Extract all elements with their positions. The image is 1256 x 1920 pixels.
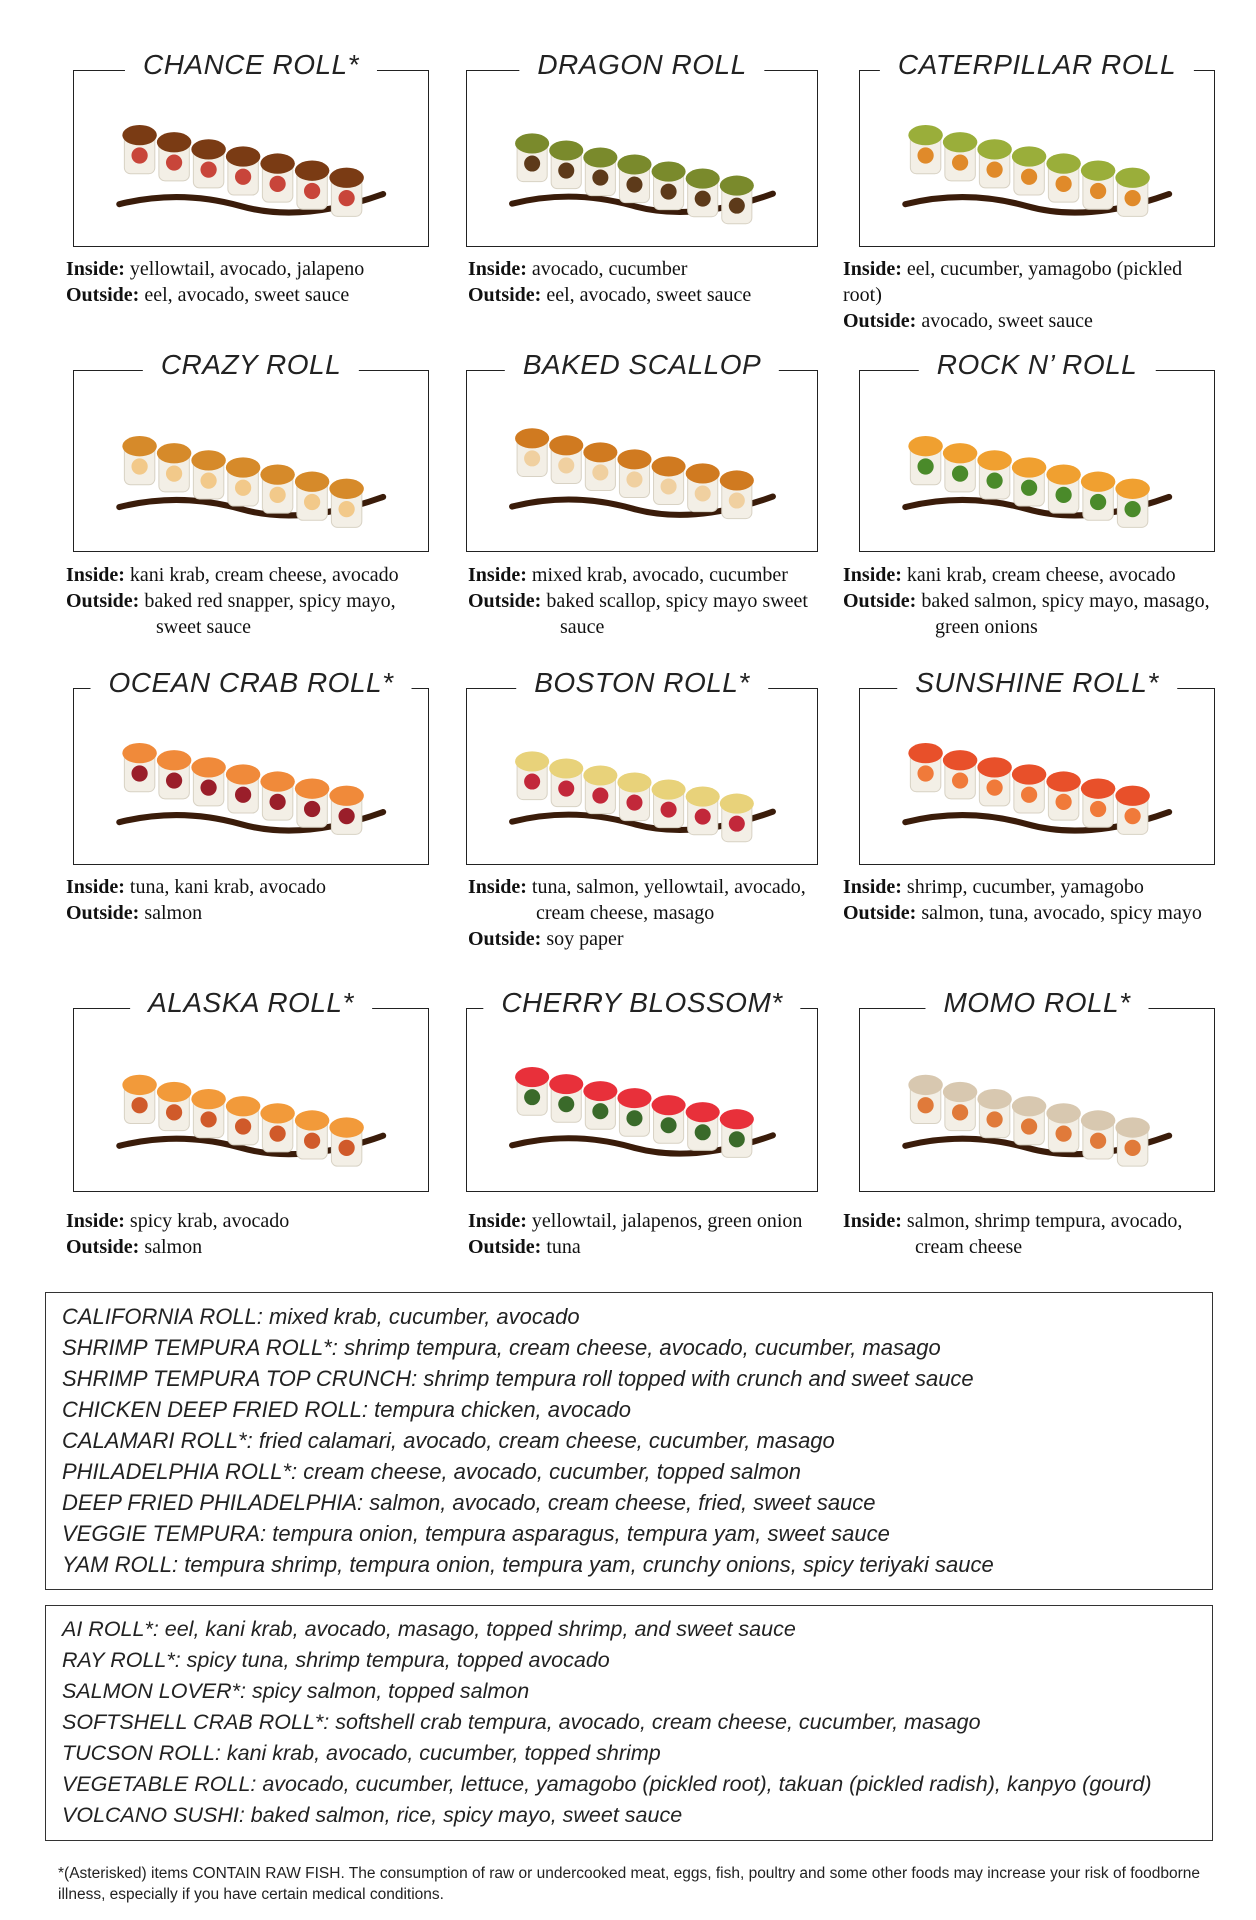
sushi-roll-photo [885, 92, 1189, 225]
sushi-piece [549, 1074, 583, 1122]
raw-fish-disclaimer: *(Asterisked) items CONTAIN RAW FISH. The consumption of raw or undercooked meat, eggs, fish, poultry and some other foods may increase your risk of foodborne illness, especially if you have certain medical conditions. [58, 1865, 1201, 1903]
roll-description [843, 256, 1223, 334]
sushi-piece [583, 765, 617, 813]
sushi-piece [617, 154, 651, 202]
inside-ingredients: eel, cucumber, yamagobo (pickled root) [843, 258, 1183, 306]
roll-title: CATERPILLAR ROLL [880, 47, 1194, 83]
sushi-piece [329, 1117, 364, 1166]
outside-label: Outside: [468, 1236, 542, 1258]
roll-photo-frame [73, 49, 429, 247]
roll-description [66, 874, 436, 926]
roll-title: CHANCE ROLL* [125, 47, 377, 83]
menu-line: VOLCANO SUSHI: baked salmon, rice, spicy mayo, sweet sauce [62, 1803, 683, 1827]
roll-description [66, 1208, 436, 1260]
sushi-piece [1115, 168, 1150, 217]
outside-label: Outside: [468, 928, 542, 950]
outside-label: Outside: [468, 284, 542, 306]
sushi-piece [685, 787, 719, 835]
inside-ingredients: kani krab, cream cheese, avocado [129, 564, 399, 586]
sushi-piece [583, 442, 617, 490]
roll-description [468, 562, 838, 640]
outside-ingredients: baked red snapper, spicy mayo, sweet sauce [144, 590, 396, 638]
sushi-piece [1012, 764, 1047, 813]
inside-label: Inside: [468, 1210, 527, 1232]
outside-label: Outside: [468, 590, 542, 612]
roll-description [843, 1208, 1223, 1260]
outside-label: Outside: [843, 902, 917, 924]
sushi-piece [1046, 464, 1081, 513]
sushi-piece [943, 1082, 978, 1131]
sushi-piece [515, 428, 549, 476]
sushi-piece [157, 443, 192, 492]
outside-line [843, 308, 1223, 334]
inside-ingredients: mixed krab, avocado, cucumber [531, 564, 788, 586]
classic-rolls-box [45, 1292, 1213, 1590]
menu-line: SHRIMP TEMPURA ROLL*: shrimp tempura, cream cheese, avocado, cucumber, masago [62, 1335, 941, 1360]
sushi-roll-photo [492, 393, 793, 530]
inside-line [468, 562, 838, 588]
sushi-piece [685, 1102, 719, 1150]
inside-ingredients: spicy krab, avocado [129, 1210, 290, 1232]
outside-line [468, 1234, 838, 1260]
outside-line [66, 588, 436, 640]
sushi-piece [1081, 1110, 1116, 1159]
outside-ingredients: avocado, sweet sauce [921, 310, 1093, 332]
inside-ingredients: tuna, salmon, yellowtail, avocado, cream cheese, masago [531, 876, 806, 924]
roll-description [843, 874, 1223, 926]
sushi-piece [122, 125, 157, 174]
sushi-piece [329, 786, 364, 835]
inside-ingredients: avocado, cucumber [531, 258, 688, 280]
sushi-piece [191, 450, 226, 499]
sushi-piece [685, 169, 719, 217]
sushi-piece [515, 751, 549, 799]
sushi-piece [977, 139, 1012, 188]
sushi-piece [157, 132, 192, 181]
sushi-roll-photo [885, 1031, 1189, 1169]
inside-line [66, 256, 436, 282]
sushi-piece [1012, 457, 1047, 506]
roll-title: CHERRY BLOSSOM* [483, 985, 800, 1021]
inside-ingredients: yellowtail, avocado, jalapeno [129, 258, 365, 280]
sushi-piece [1115, 786, 1150, 835]
sushi-piece [651, 780, 685, 828]
sushi-piece [908, 436, 943, 485]
inside-line [468, 1208, 838, 1234]
sushi-piece [719, 470, 753, 518]
roll-title: MOMO ROLL* [925, 985, 1148, 1021]
sushi-piece [977, 757, 1012, 806]
outside-ingredients: eel, avocado, sweet sauce [144, 284, 350, 306]
menu-line: PHILADELPHIA ROLL*: cream cheese, avocado, cucumber, topped salmon [62, 1459, 802, 1484]
menu-line: TUCSON ROLL: kani krab, avocado, cucumber, topped shrimp [62, 1741, 661, 1765]
sushi-piece [329, 478, 364, 527]
sushi-piece [549, 140, 583, 188]
sushi-piece [685, 463, 719, 511]
menu-line: VEGGIE TEMPURA: tempura onion, tempura asparagus, tempura yam, sweet sauce [62, 1521, 890, 1546]
sushi-roll-photo [885, 393, 1189, 530]
outside-label: Outside: [843, 310, 917, 332]
roll-title: OCEAN CRAB ROLL* [91, 665, 412, 701]
roll-title: ROCK N’ ROLL [919, 347, 1156, 383]
roll-title: SUNSHINE ROLL* [897, 665, 1177, 701]
roll-description [843, 562, 1223, 640]
sushi-piece [1046, 153, 1081, 202]
roll-title: DRAGON ROLL [519, 47, 764, 83]
sushi-piece [1081, 161, 1116, 210]
sushi-piece [908, 1075, 943, 1124]
sushi-piece [260, 464, 295, 513]
sushi-piece [1046, 771, 1081, 820]
inside-line [66, 1208, 436, 1234]
outside-line [66, 282, 436, 308]
roll-description [468, 256, 838, 308]
menu-line: AI ROLL*: eel, kani krab, avocado, masago, topped shrimp, and sweet sauce [62, 1617, 796, 1641]
sushi-piece [1115, 478, 1150, 527]
inside-ingredients: yellowtail, jalapenos, green onion [531, 1210, 803, 1232]
inside-label: Inside: [468, 876, 527, 898]
sushi-piece [295, 1110, 330, 1159]
roll-description [66, 256, 436, 308]
roll-photo-frame [466, 987, 818, 1192]
inside-label: Inside: [468, 258, 527, 280]
outside-line [468, 282, 838, 308]
sushi-piece [295, 779, 330, 828]
sushi-piece [157, 1082, 192, 1131]
menu-line: CALAMARI ROLL*: fried calamari, avocado, cream cheese, cucumber, masago [62, 1428, 835, 1453]
special-rolls-box [45, 1605, 1213, 1841]
outside-label: Outside: [843, 590, 917, 612]
sushi-piece [157, 750, 192, 799]
roll-photo-frame [859, 987, 1215, 1192]
outside-line [843, 588, 1223, 640]
sushi-piece [226, 1096, 261, 1145]
inside-label: Inside: [66, 1210, 125, 1232]
sushi-roll-photo [492, 1031, 793, 1169]
sushi-piece [651, 456, 685, 504]
sushi-roll-photo [99, 1031, 403, 1169]
inside-label: Inside: [66, 876, 125, 898]
menu-line: DEEP FRIED PHILADELPHIA: salmon, avocado, cream cheese, fried, sweet sauce [62, 1490, 876, 1515]
outside-label: Outside: [66, 284, 140, 306]
outside-ingredients: soy paper [546, 928, 624, 950]
roll-photo-frame [73, 987, 429, 1192]
inside-ingredients: kani krab, cream cheese, avocado [906, 564, 1176, 586]
sushi-piece [1081, 471, 1116, 520]
outside-line [468, 588, 838, 640]
outside-ingredients: salmon, tuna, avocado, spicy mayo [921, 902, 1202, 924]
outside-ingredients: baked scallop, spicy mayo sweet sauce [546, 590, 808, 638]
roll-photo-frame [466, 667, 818, 865]
sushi-piece [122, 743, 157, 792]
inside-label: Inside: [66, 258, 125, 280]
sushi-piece [617, 449, 651, 497]
sushi-piece [191, 139, 226, 188]
sushi-piece [122, 1075, 157, 1124]
sushi-piece [260, 771, 295, 820]
sushi-piece [191, 757, 226, 806]
sushi-roll-photo [99, 92, 403, 225]
roll-title: BOSTON ROLL* [516, 665, 768, 701]
menu-line: SHRIMP TEMPURA TOP CRUNCH: shrimp tempura roll topped with crunch and sweet sauce [62, 1366, 974, 1391]
sushi-piece [583, 1081, 617, 1129]
inside-ingredients: tuna, kani krab, avocado [129, 876, 326, 898]
inside-label: Inside: [843, 1210, 902, 1232]
sushi-piece [617, 772, 651, 820]
inside-line [66, 874, 436, 900]
sushi-piece [1046, 1103, 1081, 1152]
sushi-piece [719, 176, 753, 224]
roll-photo-frame [73, 667, 429, 865]
sushi-piece [226, 146, 261, 195]
roll-photo-frame [859, 667, 1215, 865]
sushi-roll-photo [492, 710, 793, 843]
outside-ingredients: salmon [144, 1236, 203, 1258]
inside-label: Inside: [468, 564, 527, 586]
outside-line [66, 1234, 436, 1260]
sushi-roll-photo [885, 710, 1189, 843]
sushi-piece [1081, 779, 1116, 828]
menu-line: RAY ROLL*: spicy tuna, shrimp tempura, topped avocado [62, 1648, 610, 1672]
sushi-piece [1115, 1117, 1150, 1166]
menu-line: YAM ROLL: tempura shrimp, tempura onion, tempura yam, crunchy onions, spicy teriyaki sauce [62, 1552, 994, 1577]
outside-ingredients: salmon [144, 902, 203, 924]
sushi-piece [977, 1089, 1012, 1138]
inside-line [66, 562, 436, 588]
roll-description [468, 874, 838, 952]
sushi-piece [583, 147, 617, 195]
sushi-piece [226, 457, 261, 506]
inside-line [843, 562, 1223, 588]
sushi-piece [943, 132, 978, 181]
menu-line: VEGETABLE ROLL: avocado, cucumber, lettuce, yamagobo (pickled root), takuan (pickled radish), kanpyo (gourd) [62, 1772, 1152, 1796]
inside-line [468, 256, 838, 282]
inside-label: Inside: [843, 564, 902, 586]
sushi-piece [122, 436, 157, 485]
menu-line: SALMON LOVER*: spicy salmon, topped salmon [62, 1679, 530, 1703]
sushi-piece [719, 1109, 753, 1157]
sushi-piece [295, 161, 330, 210]
menu-line: CHICKEN DEEP FRIED ROLL: tempura chicken, avocado [62, 1397, 631, 1422]
sushi-piece [719, 794, 753, 842]
sushi-piece [977, 450, 1012, 499]
inside-label: Inside: [66, 564, 125, 586]
inside-label: Inside: [843, 876, 902, 898]
roll-photo-frame [73, 349, 429, 552]
outside-ingredients: eel, avocado, sweet sauce [546, 284, 752, 306]
outside-label: Outside: [66, 590, 140, 612]
sushi-piece [329, 168, 364, 217]
menu-line: CALIFORNIA ROLL: mixed krab, cucumber, avocado [62, 1304, 580, 1329]
outside-label: Outside: [66, 902, 140, 924]
sushi-piece [549, 758, 583, 806]
inside-line [843, 874, 1223, 900]
inside-ingredients: salmon, shrimp tempura, avocado, cream cheese [906, 1210, 1183, 1258]
outside-line [843, 900, 1223, 926]
sushi-roll-photo [492, 92, 793, 225]
sushi-piece [226, 764, 261, 813]
sushi-piece [617, 1088, 651, 1136]
outside-line [66, 900, 436, 926]
roll-photo-frame [859, 349, 1215, 552]
sushi-piece [908, 125, 943, 174]
sushi-piece [549, 435, 583, 483]
sushi-piece [515, 1067, 549, 1115]
inside-label: Inside: [843, 258, 902, 280]
sushi-piece [295, 471, 330, 520]
inside-line [843, 1208, 1223, 1260]
outside-ingredients: baked salmon, spicy mayo, masago, green onions [921, 590, 1210, 638]
sushi-piece [260, 153, 295, 202]
sushi-piece [1012, 146, 1047, 195]
roll-title: BAKED SCALLOP [505, 347, 779, 383]
inside-line [843, 256, 1223, 308]
menu-line: SOFTSHELL CRAB ROLL*: softshell crab tempura, avocado, cream cheese, cucumber, masago [62, 1710, 981, 1734]
outside-line [468, 926, 838, 952]
sushi-roll-photo [99, 710, 403, 843]
roll-title: ALASKA ROLL* [130, 985, 372, 1021]
inside-ingredients: shrimp, cucumber, yamagobo [906, 876, 1144, 898]
sushi-piece [191, 1089, 226, 1138]
roll-photo-frame [466, 49, 818, 247]
roll-title: CRAZY ROLL [143, 347, 359, 383]
outside-label: Outside: [66, 1236, 140, 1258]
sushi-piece [943, 750, 978, 799]
roll-photo-frame [466, 349, 818, 552]
sushi-piece [515, 133, 549, 181]
inside-line [468, 874, 838, 926]
roll-description [468, 1208, 838, 1260]
sushi-roll-photo [99, 393, 403, 530]
sushi-piece [651, 162, 685, 210]
roll-description [66, 562, 436, 640]
sushi-piece [260, 1103, 295, 1152]
sushi-piece [651, 1095, 685, 1143]
sushi-piece [1012, 1096, 1047, 1145]
roll-photo-frame [859, 49, 1215, 247]
sushi-piece [943, 443, 978, 492]
outside-ingredients: tuna [546, 1236, 581, 1258]
sushi-piece [908, 743, 943, 792]
